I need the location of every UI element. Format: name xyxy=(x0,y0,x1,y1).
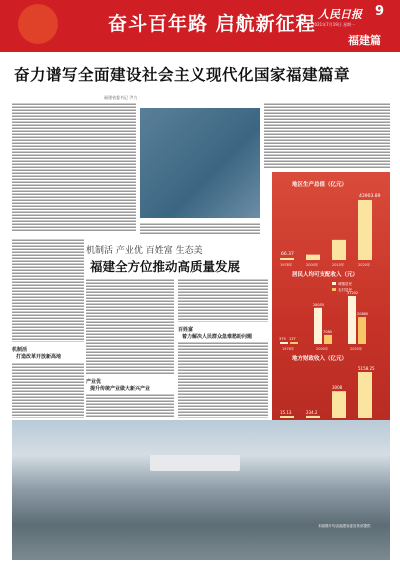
article-column xyxy=(140,222,260,234)
bar xyxy=(280,342,288,344)
bar xyxy=(348,296,356,344)
article-column xyxy=(264,102,390,168)
section-label: 福建篇 xyxy=(348,34,381,47)
issue-date: 2021年7月19日 星期一 xyxy=(312,22,356,27)
legend-label: 农村居民 xyxy=(338,288,352,292)
tick-label: 1978年 xyxy=(280,263,293,267)
data-label: 28055 xyxy=(313,302,325,307)
byline: 福建省委书记 尹力 xyxy=(104,95,138,100)
section-title: 着力解决人民群众急难愁盼问题 xyxy=(182,334,253,340)
data-label: 3008 xyxy=(332,385,343,391)
chart-title: 地区生产总值（亿元） xyxy=(292,182,348,188)
bar xyxy=(324,335,332,344)
chart-title: 地方财政收入（亿元） xyxy=(292,356,348,362)
data-label: 66.37 xyxy=(281,252,294,257)
legend-swatch xyxy=(332,288,336,291)
bar xyxy=(358,372,372,418)
tick-label: 2000年 xyxy=(316,347,329,351)
bar xyxy=(280,416,294,418)
feature-headline: 福建全方位推动高质量发展 xyxy=(90,259,241,274)
data-label: 234.2 xyxy=(306,409,318,415)
tick-label: 2020年 xyxy=(358,263,371,267)
data-label: 37202 xyxy=(347,291,359,295)
feature-column xyxy=(86,278,174,374)
data-label: 43903.89 xyxy=(359,194,381,199)
feature-subtitle: 机制活 产业优 百姓富 生态美 xyxy=(86,246,203,256)
section-title: 百姓富 xyxy=(178,327,194,333)
article-column xyxy=(12,102,136,232)
port-aerial-photo xyxy=(12,420,390,560)
photo-credit: 本版图片均由福建省委宣传部提供 xyxy=(318,524,371,528)
paper-name: 人民日报 xyxy=(318,8,362,21)
data-label: 375 xyxy=(279,337,286,341)
main-headline: 奋力谱写全面建设社会主义现代化国家福建篇章 xyxy=(14,66,351,84)
feature-column xyxy=(178,341,268,418)
data-label: 5158.25 xyxy=(358,366,375,371)
bar xyxy=(280,258,294,260)
section-title: 产业优 xyxy=(86,379,102,385)
feature-column xyxy=(12,362,84,418)
page-number: 9 xyxy=(375,4,385,19)
tick-label: 2010年 xyxy=(332,263,345,267)
tick-label: 2000年 xyxy=(306,263,319,267)
feature-column xyxy=(86,393,174,418)
masthead-slogan: 奋斗百年路 启航新征程 xyxy=(108,13,316,35)
party-emblem-icon xyxy=(18,4,58,44)
section-title: 提升传统产业做大新兴产业 xyxy=(90,386,151,392)
chart-title: 居民人均可支配收入（元） xyxy=(292,272,359,278)
bar xyxy=(314,308,322,344)
masthead xyxy=(0,0,400,52)
bar xyxy=(290,342,298,344)
statistics-chart-panel xyxy=(272,172,390,424)
tick-label: 1978年 xyxy=(282,347,295,351)
data-label: 15.13 xyxy=(280,410,292,415)
tick-label: 2020年 xyxy=(350,347,363,351)
statistics-charts xyxy=(272,172,390,424)
feature-column xyxy=(12,238,84,342)
feature-column xyxy=(178,278,268,322)
bar xyxy=(306,416,320,418)
container-ship-image xyxy=(150,455,240,471)
bar xyxy=(358,200,372,260)
data-label: 20880 xyxy=(357,312,369,317)
data-label: 137 xyxy=(289,337,296,341)
legend-swatch xyxy=(332,282,336,285)
bar xyxy=(332,391,346,418)
legend-label: 城镇居民 xyxy=(338,282,352,286)
bar xyxy=(332,240,346,260)
data-label: 7080 xyxy=(323,329,332,334)
fujian-map-image xyxy=(140,108,260,218)
section-title: 打造改革开放新高地 xyxy=(16,354,62,360)
section-title: 机制活 xyxy=(12,347,28,353)
bar xyxy=(358,317,366,344)
bar xyxy=(306,255,320,260)
